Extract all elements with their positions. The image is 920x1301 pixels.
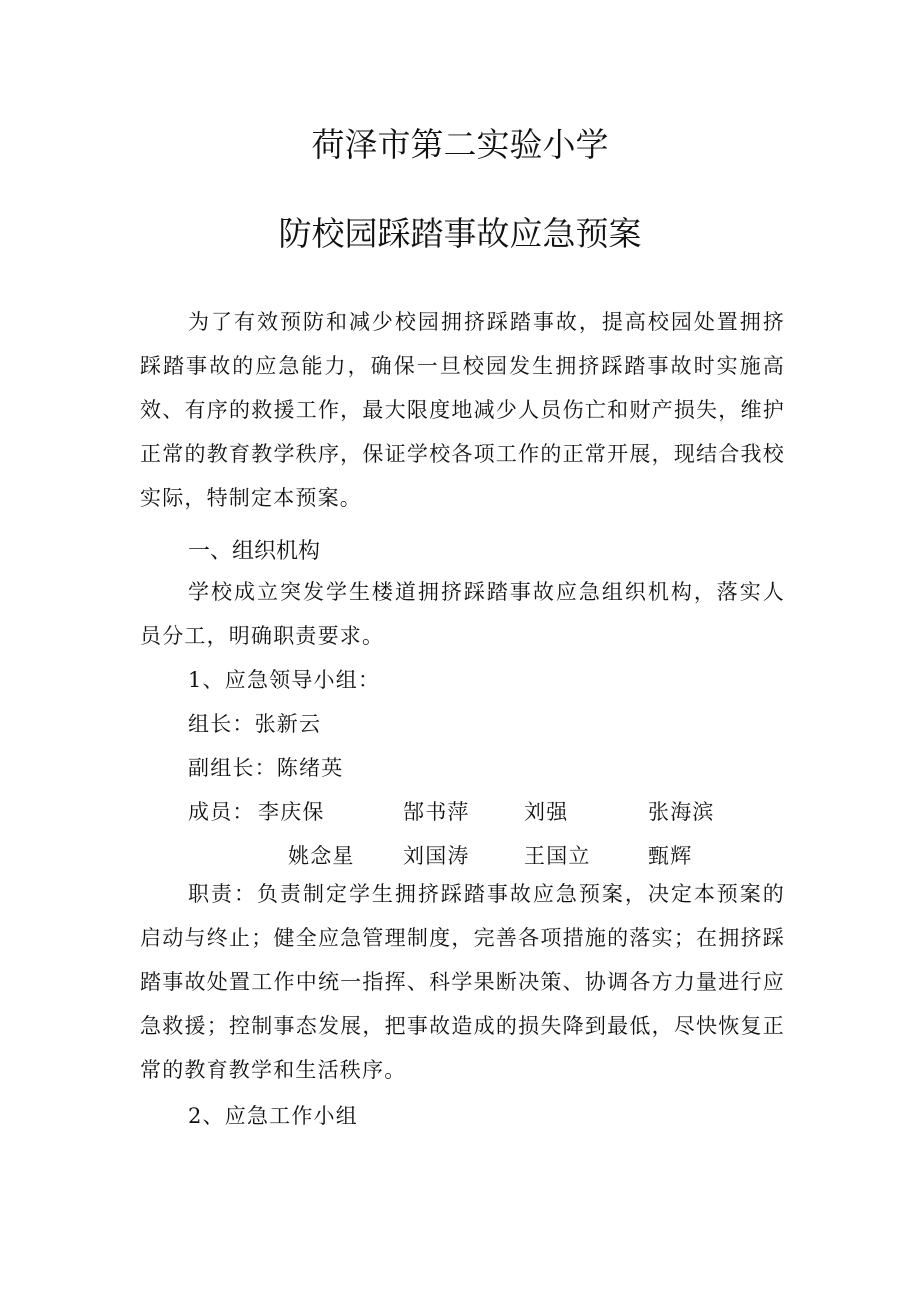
duties-paragraph: 职责：负责制定学生拥挤踩踏事故应急预案，决定本预案的启动与终止；健全应急管理制度，完善各项措施的落实；在拥挤踩踏事故处置工作中统一指挥、科学果断决策、协调各方力量进行应急救援；控制事态发展，把事故造成的损失降到最低，尽快恢复正常的教育教学和生活秩序。	[140, 882, 785, 1082]
member-name: 姚念星	[288, 844, 355, 868]
document-subtitle: 防校园踩踏事故应急预案	[278, 214, 642, 253]
member-name: 王国立	[524, 844, 591, 868]
group2-title: 2、应急工作小组	[188, 1104, 358, 1128]
member-name: 郜书萍	[403, 800, 470, 824]
member-name: 李庆保	[258, 800, 325, 824]
leader-line: 组长：张新云	[188, 712, 322, 736]
section-heading: 一、组织机构	[188, 539, 321, 564]
section-paragraph: 学校成立突发学生楼道拥挤踩踏事故应急组织机构，落实人员分工，明确职责要求。	[140, 580, 785, 648]
member-name: 刘强	[524, 800, 569, 824]
deputy-line: 副组长：陈绪英	[188, 756, 344, 780]
member-name: 刘国涛	[403, 844, 470, 868]
members-label: 成员：	[188, 800, 255, 824]
member-name: 甄辉	[648, 844, 693, 868]
intro-paragraph: 为了有效预防和减少校园拥挤踩踏事故，提高校园处置拥挤踩踏事故的应急能力，确保一旦校园发生拥挤踩踏事故时实施高效、有序的救援工作，最大限度地减少人员伤亡和财产损失，维护正常的教育教学秩序，保证学校各项工作的正常开展，现结合我校实际，特制定本预案。	[140, 310, 785, 510]
member-name: 张海滨	[648, 800, 715, 824]
document-title: 荷泽市第二实验小学	[311, 125, 609, 164]
group1-title: 1、应急领导小组：	[188, 668, 381, 692]
